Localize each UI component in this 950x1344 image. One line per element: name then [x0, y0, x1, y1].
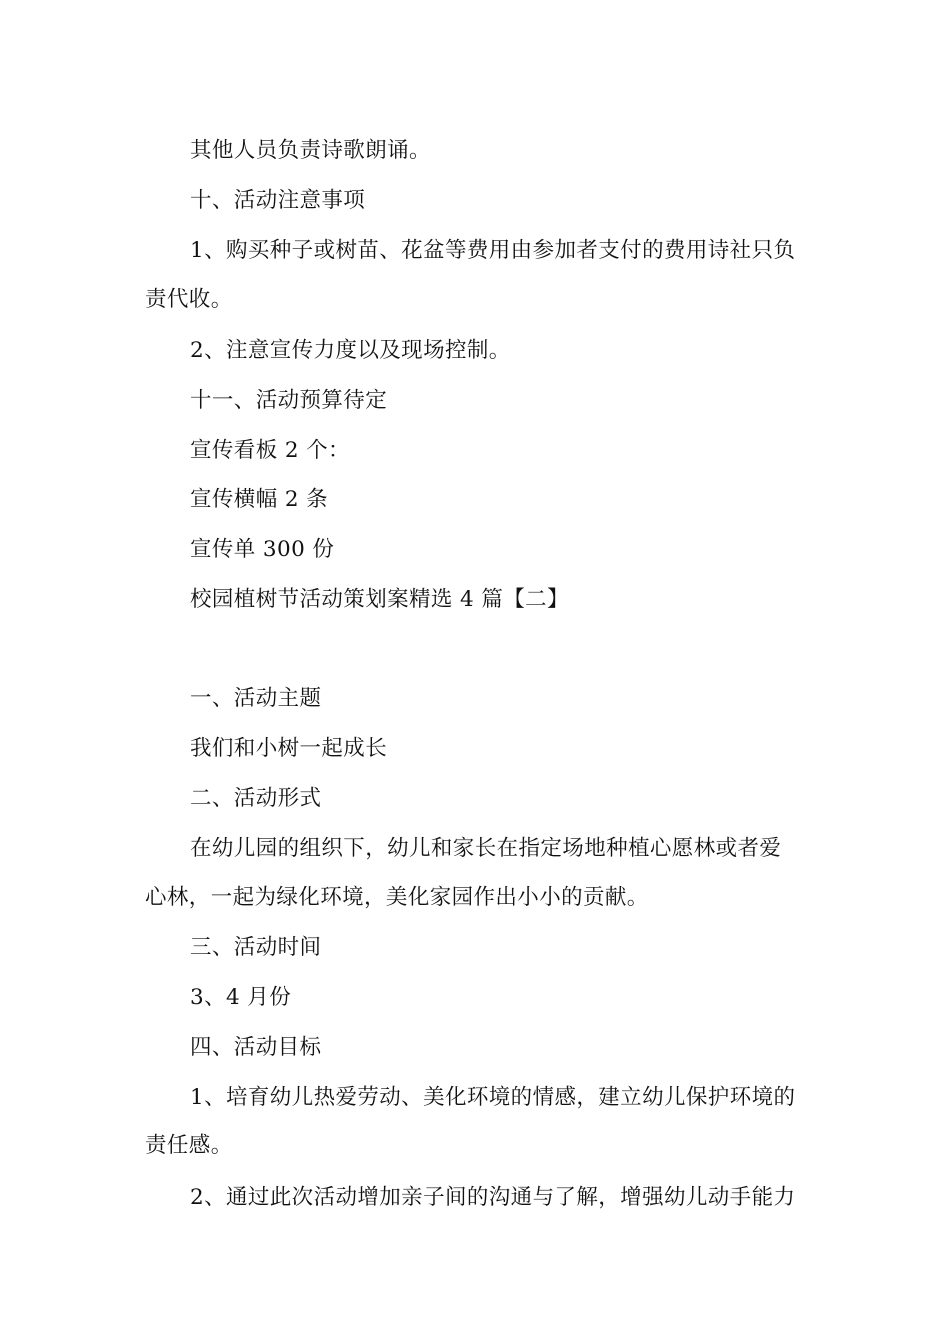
paragraph-theme: 我们和小树一起成长 — [190, 736, 388, 761]
heading-theme: 一、活动主题 — [190, 686, 322, 711]
budget-item-boards: 宣传看板 2 个： — [190, 438, 350, 463]
paragraph-precaution-2: 2、注意宣传力度以及现场控制。 — [190, 338, 511, 363]
heading-budget: 十一、活动预算待定 — [190, 388, 388, 413]
paragraph-precaution-1-cont: 责代收。 — [145, 287, 233, 312]
paragraph-precaution-1: 1、购买种子或树苗、花盆等费用由参加者支付的费用诗社只负 — [190, 238, 796, 263]
paragraph-poetry-recitation: 其他人员负责诗歌朗诵。 — [190, 138, 431, 163]
heading-goals: 四、活动目标 — [190, 1035, 322, 1060]
paragraph-goal-1: 1、培育幼儿热爱劳动、美化环境的情感，建立幼儿保护环境的 — [190, 1085, 796, 1110]
heading-time: 三、活动时间 — [190, 935, 322, 960]
section-title-part-two: 校园植树节活动策划案精选 4 篇【二】 — [190, 587, 569, 612]
heading-format: 二、活动形式 — [190, 786, 322, 811]
paragraph-format: 在幼儿园的组织下，幼儿和家长在指定场地种植心愿林或者爱 — [190, 836, 782, 861]
budget-item-flyers: 宣传单 300 份 — [190, 537, 335, 562]
paragraph-format-cont: 心林，一起为绿化环境，美化家园作出小小的贡献。 — [145, 885, 649, 910]
paragraph-goal-1-cont: 责任感。 — [145, 1133, 233, 1158]
paragraph-goal-2: 2、通过此次活动增加亲子间的沟通与了解，增强幼儿动手能力 — [190, 1185, 796, 1210]
paragraph-time: 3、4 月份 — [190, 985, 292, 1010]
budget-item-banners: 宣传横幅 2 条 — [190, 487, 329, 512]
heading-precautions: 十、活动注意事项 — [190, 188, 366, 213]
